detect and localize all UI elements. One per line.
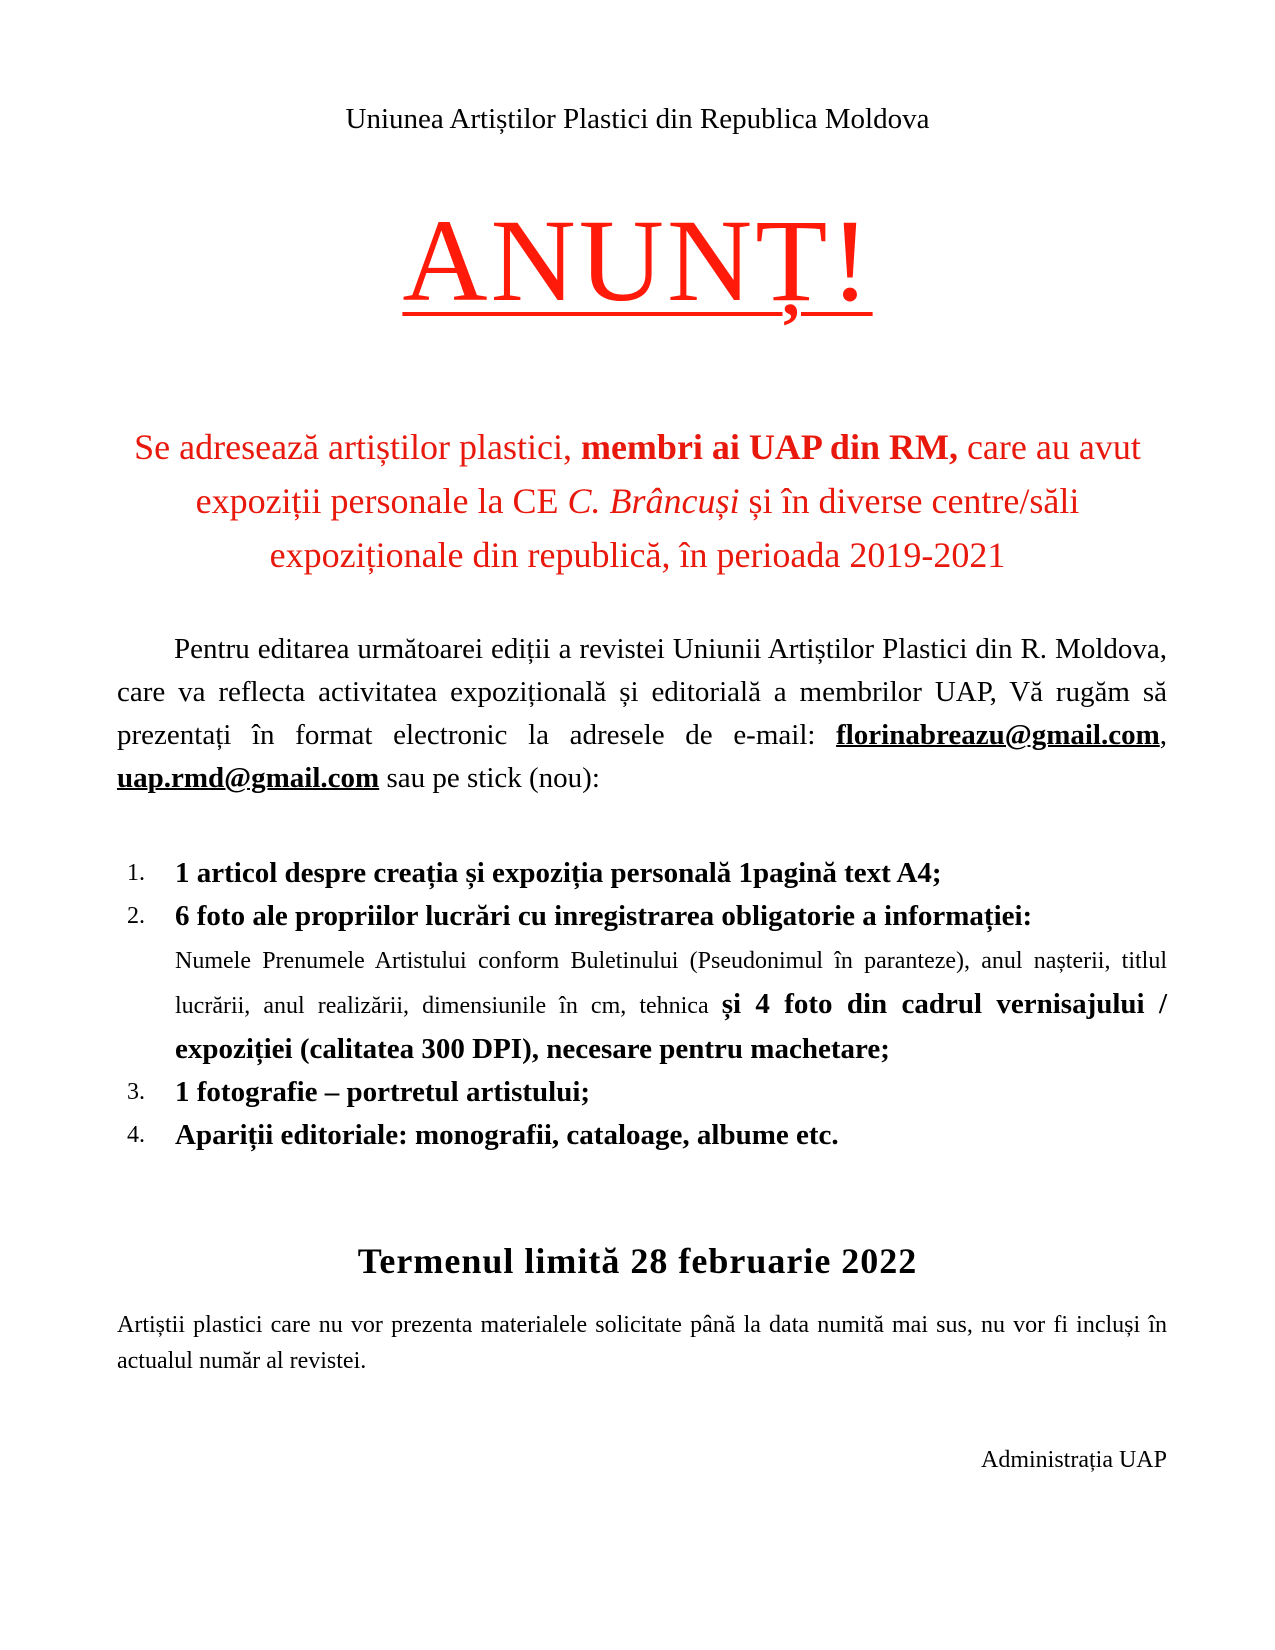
organization-header: Uniunea Artiștilor Plastici din Republica Moldova bbox=[345, 103, 930, 135]
list-number: 2. bbox=[127, 903, 145, 929]
subtitle-part3: și în diverse centre/săli expoziționale din republică, în perioada 2019-2021 bbox=[269, 481, 1080, 575]
announcement-title-text: ANUNȚ! bbox=[402, 195, 873, 326]
list-item-detail: Numele Prenumele Artistului conform Buletinului (Pseudonimul în paranteze), anul nașterii, titlul lucrării, anul realizării, dimensiunile în cm, tehnica bbox=[175, 948, 1167, 1019]
list-number: 1. bbox=[127, 860, 145, 886]
intro-text: Pentru editarea următoarei ediții a revistei Uniunii Artiștilor Plastici din R. Moldova, care va reflecta activitatea expozițională și editorială a membrilor UAP, Vă rugăm să prezentați în format electronic la adresele de e-mail: bbox=[117, 633, 1167, 751]
intro-paragraph bbox=[117, 628, 1167, 800]
list-item bbox=[127, 1071, 1167, 1114]
deadline-heading: Termenul limită 28 februarie 2022 bbox=[357, 1241, 918, 1281]
list-item bbox=[127, 895, 1167, 1071]
list-number: 4. bbox=[127, 1122, 145, 1148]
announcement-subtitle bbox=[110, 420, 1165, 582]
list-item-text: 1 articol despre creația și expoziția personală 1pagină text A4; bbox=[175, 857, 942, 889]
list-item-text: 6 foto ale propriilor lucrări cu inregistrarea obligatorie a informației: bbox=[175, 900, 1033, 932]
announcement-title bbox=[0, 196, 1275, 326]
subtitle-italic: C. Brâncuși bbox=[567, 481, 740, 521]
closing-note: Artiștii plastici care nu vor prezenta materialele solicitate până la data numită mai sus, nu vor fi incluși în actualul număr al revistei. bbox=[117, 1312, 1167, 1374]
subtitle-bold: membri ai UAP din RM, bbox=[580, 427, 958, 467]
list-item-text: 1 fotografie – portretul artistului; bbox=[175, 1076, 591, 1108]
list-item bbox=[127, 852, 1167, 895]
list-number: 3. bbox=[127, 1079, 145, 1105]
email-separator: , bbox=[1159, 719, 1167, 751]
intro-outro: sau pe stick (nou): bbox=[379, 762, 600, 794]
list-item bbox=[127, 1114, 1167, 1157]
list-item-text: Apariții editoriale: monografii, cataloage, albume etc. bbox=[175, 1119, 839, 1151]
list-item-extra: și 4 foto din cadrul vernisajului / expoziției (calitatea 300 DPI), necesare pentru machetare; bbox=[175, 988, 1167, 1065]
signature: Administrația UAP bbox=[981, 1447, 1167, 1473]
requirements-list bbox=[127, 852, 1167, 1157]
subtitle-part2: care au avut expoziții personale la CE bbox=[195, 427, 1141, 521]
email-link-1[interactable]: florinabreazu@gmail.com bbox=[836, 719, 1160, 751]
subtitle-part1: Se adresează artiștilor plastici, bbox=[134, 427, 581, 467]
email-link-2[interactable]: uap.rmd@gmail.com bbox=[117, 762, 380, 794]
